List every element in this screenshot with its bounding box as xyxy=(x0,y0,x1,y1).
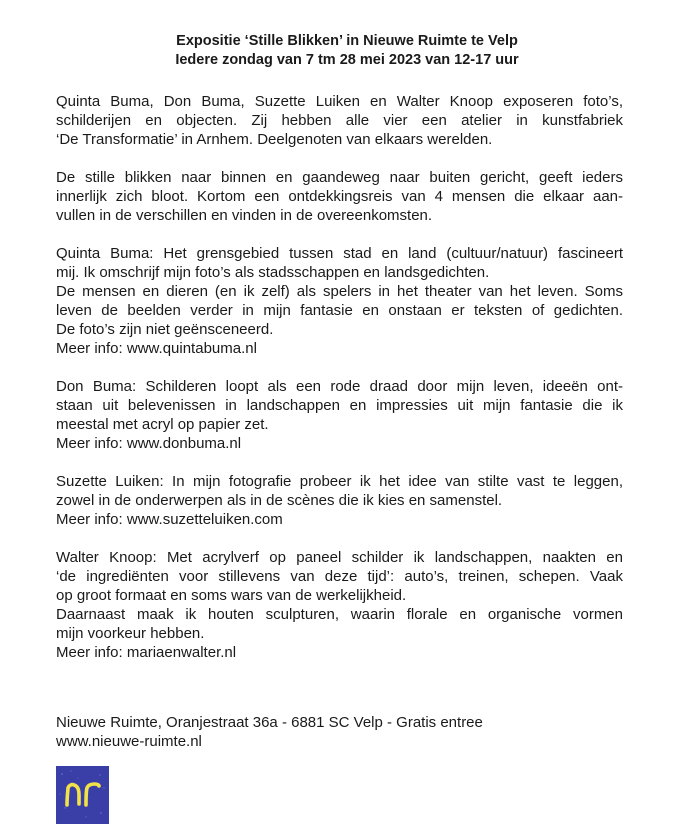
header xyxy=(0,32,674,70)
nieuwe-ruimte-logo xyxy=(56,766,109,824)
text-line: schilderijen en objecten. Zij hebben alle vier een atelier in kunstfabriek xyxy=(56,112,623,129)
text-line: De foto’s zijn niet geënsceneerd. xyxy=(56,321,274,338)
text-line: De mensen en dieren (en ik zelf) als spelers in het theater van het leven. Soms xyxy=(56,283,623,300)
page-subtitle: Iedere zondag van 7 tm 28 mei 2023 van 12-17 uur xyxy=(175,52,519,68)
text-line: ‘de ingrediënten voor stillevens van deze tijd’: auto’s, treinen, schepen. Vaak xyxy=(56,568,623,585)
text-line: Don Buma: Schilderen loopt als een rode draad door mijn leven, ideeën ont- xyxy=(56,378,623,395)
text-line: Quinta Buma: Het grensgebied tussen stad en land (cultuur/natuur) fascineert xyxy=(56,245,623,262)
paragraph-suzette-luiken xyxy=(56,472,623,529)
page-title: Expositie ‘Stille Blikken’ in Nieuwe Ruimte te Velp xyxy=(176,33,518,49)
text-line: De stille blikken naar binnen en gaandeweg naar buiten gericht, geeft ieders xyxy=(56,169,623,186)
info-link-donbuma: Meer info: www.donbuma.nl xyxy=(56,435,242,452)
info-link-mariaenwalter: Meer info: mariaenwalter.nl xyxy=(56,644,237,661)
text-line: Quinta Buma, Don Buma, Suzette Luiken en Walter Knoop exposeren foto’s, xyxy=(56,93,623,110)
text-line: Walter Knoop: Met acrylverf op paneel schilder ik landschappen, naakten en xyxy=(56,549,623,566)
info-link-quintabuma: Meer info: www.quintabuma.nl xyxy=(56,340,257,357)
logo-graphic xyxy=(56,766,109,824)
paragraph-quinta-buma xyxy=(56,244,623,358)
paragraph-intro xyxy=(56,92,623,149)
text-line: Suzette Luiken: In mijn fotografie probeer ik het idee van stilte vast te leggen, xyxy=(56,473,623,490)
text-line: op groot formaat en soms wars van de werkelijkheid. xyxy=(56,587,407,604)
footer xyxy=(56,713,483,751)
footer-website: www.nieuwe-ruimte.nl xyxy=(56,733,202,750)
text-line: zowel in de onderwerpen als in de scènes die ik kies en samenstel. xyxy=(56,492,503,509)
text-line: staan uit belevenissen in landschappen en impressies uit mijn fantasie die ik xyxy=(56,397,623,414)
text-line: innerlijk zich bloot. Kortom een ontdekkingsreis van 4 mensen die elkaar aan- xyxy=(56,188,623,205)
info-link-suzetteluiken: Meer info: www.suzetteluiken.com xyxy=(56,511,283,528)
text-line: meestal met acryl op papier zet. xyxy=(56,416,269,433)
text-line: Daarnaast maak ik houten sculpturen, waarin florale en organische vormen xyxy=(56,606,623,623)
paragraph-walter-knoop xyxy=(56,548,623,662)
text-line: mijn voorkeur hebben. xyxy=(56,625,205,642)
text-line: mij. Ik omschrijf mijn foto’s als stadsschappen en landsgedichten. xyxy=(56,264,490,281)
paragraph-don-buma xyxy=(56,377,623,453)
paragraph-theme xyxy=(56,168,623,225)
main-content xyxy=(56,92,623,681)
text-line: ‘De Transformatie’ in Arnhem. Deelgenoten van elkaars werelden. xyxy=(56,131,493,148)
footer-address: Nieuwe Ruimte, Oranjestraat 36a - 6881 SC Velp - Gratis entree xyxy=(56,714,483,731)
text-line: leven de beelden verder in mijn fantasie en onstaan er teksten of gedichten. xyxy=(56,302,623,319)
text-line: vullen in de verschillen en vinden in de overeenkomsten. xyxy=(56,207,433,224)
